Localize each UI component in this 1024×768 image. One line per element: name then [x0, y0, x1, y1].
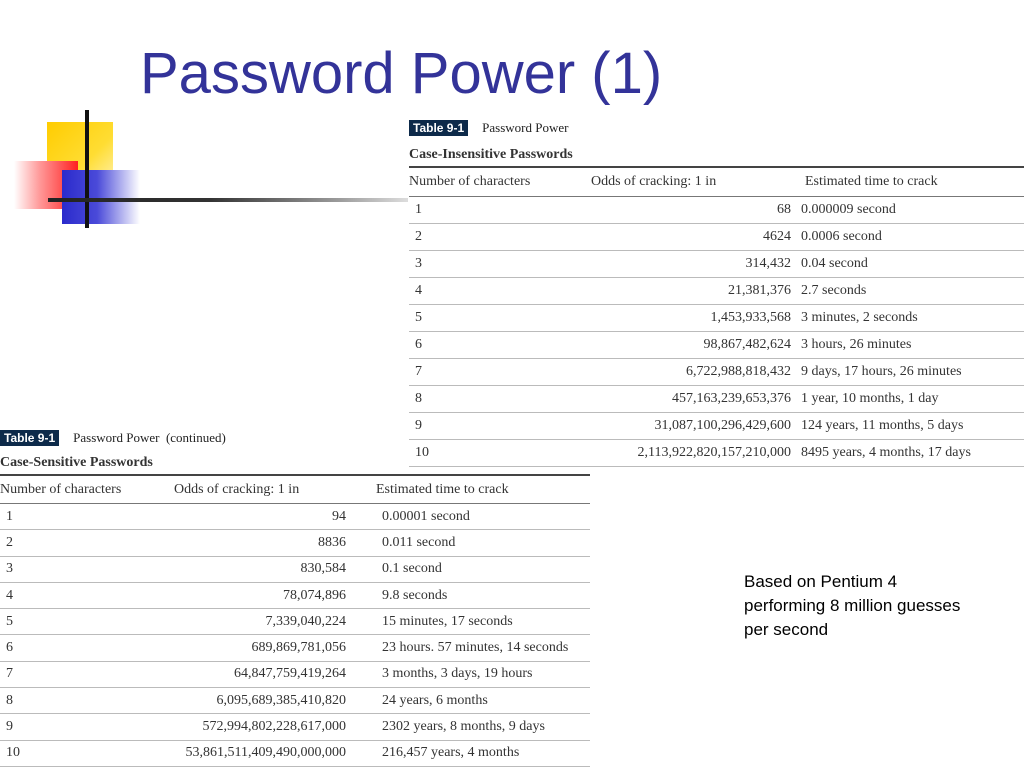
cell-odds: 8836: [172, 530, 346, 556]
table-number-badge: Table 9-1: [409, 120, 468, 136]
table-row: [0, 556, 590, 582]
data-table: [409, 166, 1024, 467]
cell-time: 124 years, 11 months, 5 days: [791, 413, 1024, 440]
table-caption: [409, 118, 1024, 138]
table-number-badge: Table 9-1: [0, 430, 59, 446]
cell-time: 0.00001 second: [346, 504, 590, 530]
cell-time: 0.04 second: [791, 251, 1024, 278]
cell-odds: 830,584: [172, 556, 346, 582]
table-row: [0, 635, 590, 661]
table-row: [0, 504, 590, 530]
cell-chars: 10: [0, 740, 172, 766]
data-table: [0, 474, 590, 767]
cell-odds: 572,994,802,228,617,000: [172, 714, 346, 740]
cell-odds: 1,453,933,568: [589, 305, 791, 332]
cell-chars: 7: [0, 661, 172, 687]
cell-chars: 2: [409, 224, 589, 251]
cell-time: 9.8 seconds: [346, 582, 590, 608]
cell-odds: 98,867,482,624: [589, 332, 791, 359]
cell-time: 8495 years, 4 months, 17 days: [791, 440, 1024, 467]
cell-chars: 7: [409, 359, 589, 386]
slide-title: Password Power (1): [140, 41, 663, 106]
cell-odds: 7,339,040,224: [172, 609, 346, 635]
table-row: [409, 197, 1024, 224]
cell-chars: 4: [409, 278, 589, 305]
cell-chars: 1: [409, 197, 589, 224]
cell-time: 0.0006 second: [791, 224, 1024, 251]
table-subtitle: Case-Insensitive Passwords: [409, 147, 573, 162]
table-row: [409, 224, 1024, 251]
table-title: Password Power: [73, 430, 160, 445]
cell-odds: 689,869,781,056: [172, 635, 346, 661]
table-row: [0, 582, 590, 608]
cell-odds: 68: [589, 197, 791, 224]
cell-time: 3 hours, 26 minutes: [791, 332, 1024, 359]
table-row: [0, 688, 590, 714]
cell-chars: 6: [0, 635, 172, 661]
footnote-text: Based on Pentium 4 performing 8 million guesses per second: [744, 572, 961, 639]
table-row: [409, 278, 1024, 305]
decorative-logo: [0, 0, 420, 240]
header-row: [409, 167, 1024, 197]
table-title: Password Power: [482, 120, 569, 135]
cell-chars: 8: [0, 688, 172, 714]
cell-time: 0.1 second: [346, 556, 590, 582]
table-row: [0, 661, 590, 687]
table-row: [409, 386, 1024, 413]
cell-odds: 6,095,689,385,410,820: [172, 688, 346, 714]
table-subtitle: Case-Sensitive Passwords: [0, 455, 153, 470]
cell-odds: 6,722,988,818,432: [589, 359, 791, 386]
vertical-rule: [85, 110, 89, 228]
cell-odds: 314,432: [589, 251, 791, 278]
header-row: [0, 475, 590, 504]
cell-odds: 2,113,922,820,157,210,000: [589, 440, 791, 467]
table-row: [409, 305, 1024, 332]
table-row: [0, 714, 590, 740]
cell-chars: 8: [409, 386, 589, 413]
table-row: [0, 609, 590, 635]
cell-chars: 4: [0, 582, 172, 608]
cell-time: 9 days, 17 hours, 26 minutes: [791, 359, 1024, 386]
cell-time: 24 years, 6 months: [346, 688, 590, 714]
table-row: [409, 359, 1024, 386]
blue-square: [62, 170, 140, 224]
column-header: Odds of cracking: 1 in: [172, 475, 346, 504]
cell-odds: 78,074,896: [172, 582, 346, 608]
cell-time: 3 minutes, 2 seconds: [791, 305, 1024, 332]
table-caption: [0, 428, 590, 448]
table-row: [0, 740, 590, 766]
column-header: Number of characters: [0, 475, 172, 504]
cell-chars: 9: [409, 413, 589, 440]
cell-chars: 3: [409, 251, 589, 278]
cell-chars: 6: [409, 332, 589, 359]
cell-time: 1 year, 10 months, 1 day: [791, 386, 1024, 413]
column-header: Estimated time to crack: [791, 167, 1024, 197]
cell-chars: 3: [0, 556, 172, 582]
case-sensitive-table: [0, 428, 590, 767]
cell-time: 2.7 seconds: [791, 278, 1024, 305]
cell-time: 0.000009 second: [791, 197, 1024, 224]
cell-time: 0.011 second: [346, 530, 590, 556]
cell-chars: 1: [0, 504, 172, 530]
cell-time: 216,457 years, 4 months: [346, 740, 590, 766]
table-row: [0, 530, 590, 556]
cell-odds: 21,381,376: [589, 278, 791, 305]
cell-chars: 9: [0, 714, 172, 740]
cell-time: 23 hours. 57 minutes, 14 seconds: [346, 635, 590, 661]
cell-odds: 31,087,100,296,429,600: [589, 413, 791, 440]
cell-odds: 4624: [589, 224, 791, 251]
cell-odds: 64,847,759,419,264: [172, 661, 346, 687]
cell-time: 3 months, 3 days, 19 hours: [346, 661, 590, 687]
case-insensitive-table: [409, 118, 1024, 467]
cell-odds: 53,861,511,409,490,000,000: [172, 740, 346, 766]
column-header: Number of characters: [409, 167, 589, 197]
cell-odds: 457,163,239,653,376: [589, 386, 791, 413]
cell-chars: 2: [0, 530, 172, 556]
column-header: Estimated time to crack: [346, 475, 590, 504]
table-title-suffix: (continued): [165, 430, 226, 445]
column-header: Odds of cracking: 1 in: [589, 167, 791, 197]
cell-chars: 5: [409, 305, 589, 332]
table-row: [409, 251, 1024, 278]
table-row: [409, 332, 1024, 359]
cell-time: 2302 years, 8 months, 9 days: [346, 714, 590, 740]
cell-odds: 94: [172, 504, 346, 530]
cell-chars: 5: [0, 609, 172, 635]
cell-time: 15 minutes, 17 seconds: [346, 609, 590, 635]
horizontal-rule: [48, 198, 408, 202]
cell-chars: 10: [409, 440, 589, 467]
